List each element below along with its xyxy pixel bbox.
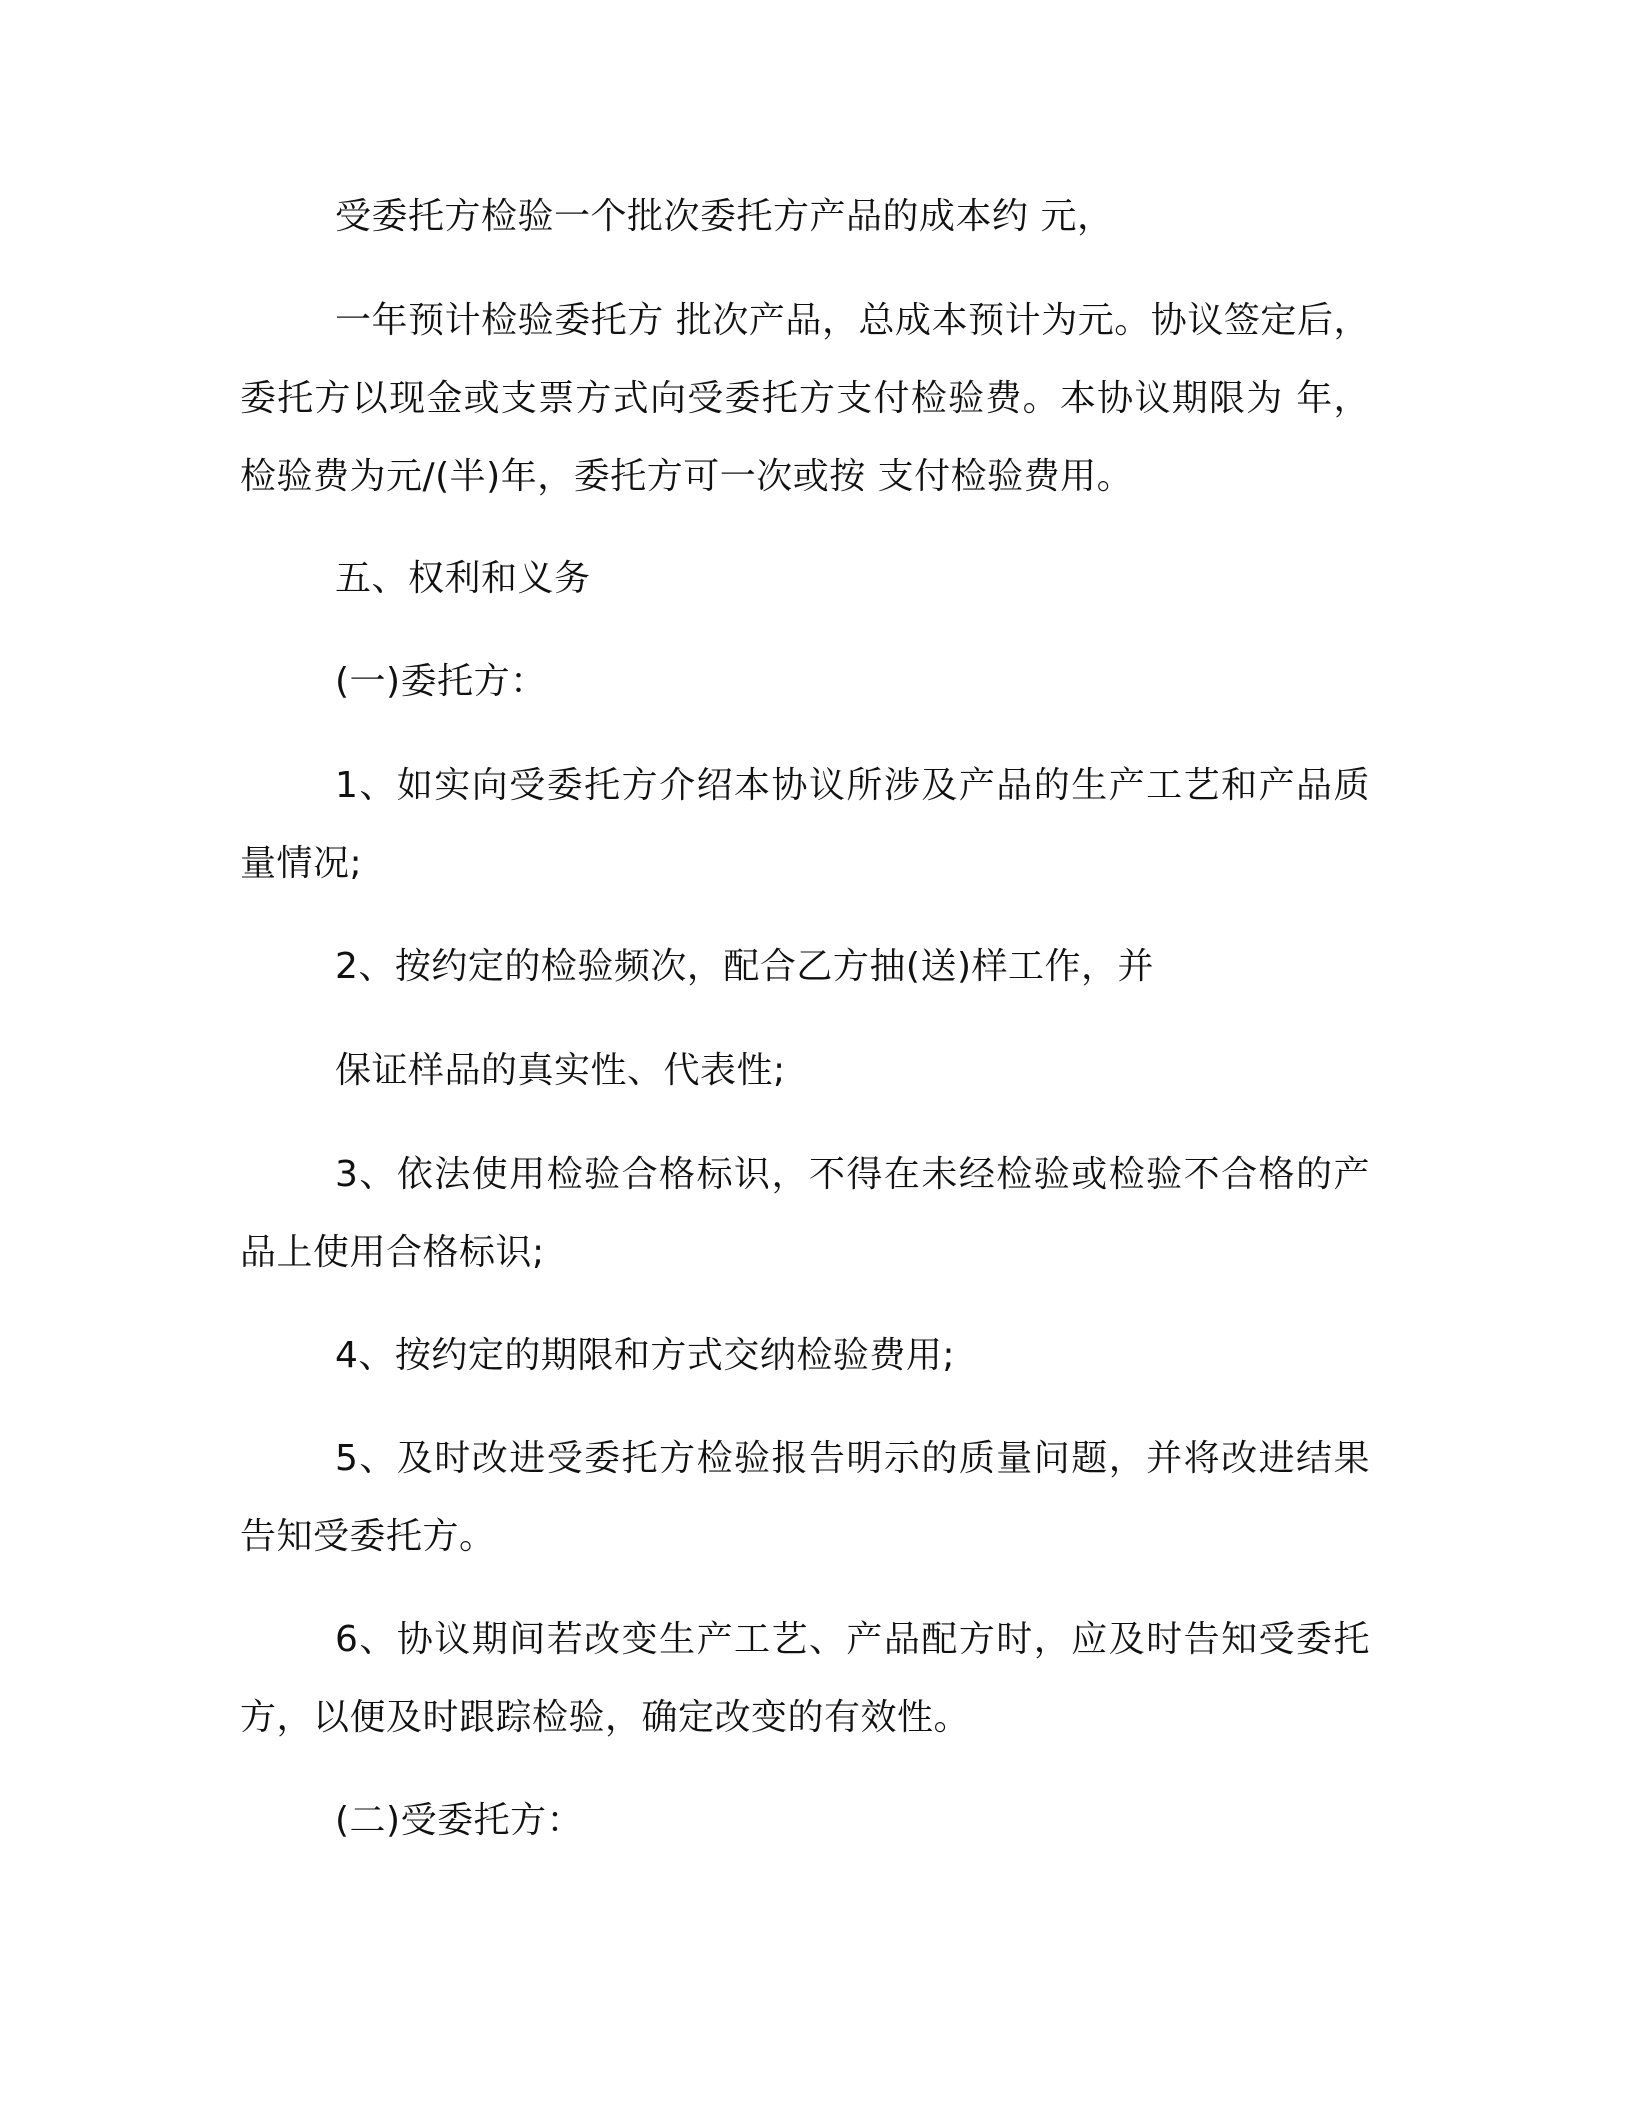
paragraph-cost-per-batch: 受委托方检验一个批次委托方产品的成本约 元， (335, 196, 1114, 237)
list-item-1: 1、如实向受委托方介绍本协议所涉及产品的生产工艺和产品质量情况; (240, 765, 1370, 884)
list-item-2-continued: 保证样品的真实性、代表性; (335, 1050, 786, 1091)
list-item-4: 4、按约定的期限和方式交纳检验费用; (335, 1335, 956, 1376)
list-item-5: 5、及时改进受委托方检验报告明示的质量问题，并将改进结果告知受委托方。 (240, 1438, 1370, 1557)
subsection-heading-contractor: (二)受委托方： (335, 1800, 584, 1841)
list-item-2: 2、按约定的检验频次，配合乙方抽(送)样工作，并 (335, 946, 1154, 987)
subsection-heading-client: (一)委托方： (335, 661, 547, 702)
list-item-3: 3、依法使用检验合格标识，不得在未经检验或检验不合格的产品上使用合格标识; (240, 1154, 1370, 1273)
paragraph-annual-cost: 一年预计检验委托方 批次产品，总成本预计为元。协议签定后，委托方以现金或支票方式向受委托方支付检验费。本协议期限为 年，检验费为元/(半)年，委托方可一次或按 支付检验费用。 (240, 300, 1370, 497)
section-heading-rights-obligations: 五、权利和义务 (335, 558, 591, 599)
list-item-6: 6、协议期间若改变生产工艺、产品配方时，应及时告知受委托方，以便及时跟踪检验，确定改变的有效性。 (240, 1619, 1370, 1738)
